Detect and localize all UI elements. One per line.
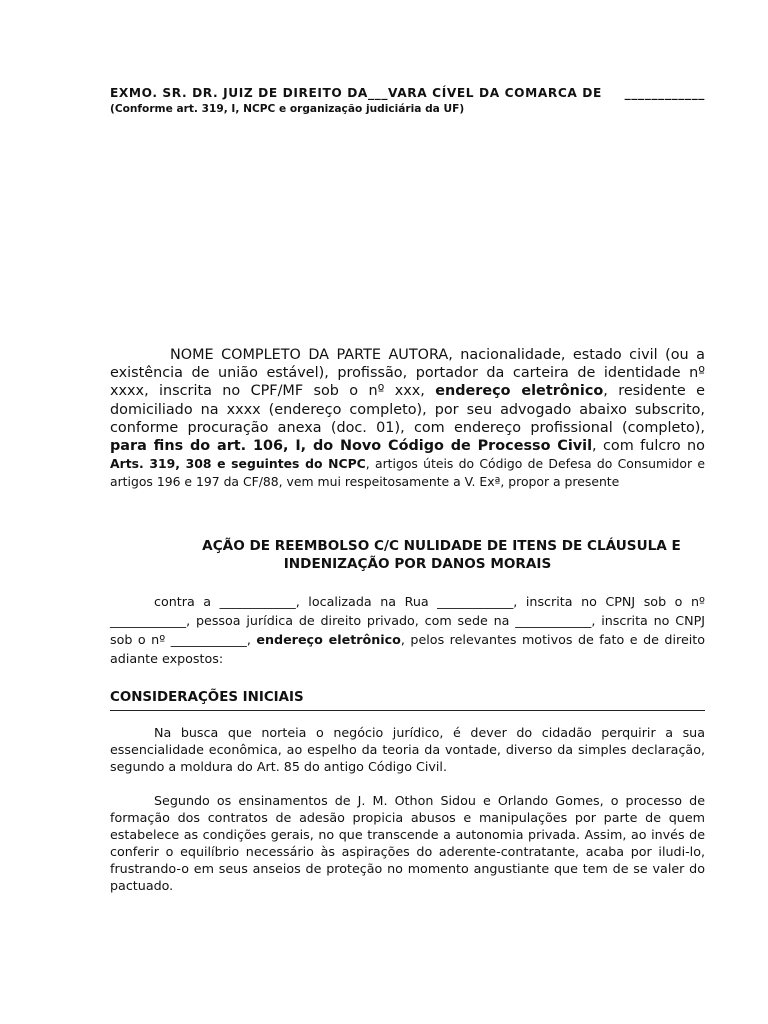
defendant-paragraph — [110, 592, 705, 668]
legal-reference-note: (Conforme art. 319, I, NCPC e organização judiciária da UF) — [110, 103, 465, 115]
court-address-line — [110, 86, 705, 100]
section-heading: CONSIDERAÇÕES INICIAIS — [110, 690, 705, 711]
body-paragraph-2-text: Segundo os ensinamentos de J. M. Othon Sidou e Orlando Gomes, o processo de formação dos contratos de adesão propicia abusos e manipulações por parte de quem estabelece as condições gerais, no que transcende a autonomia privada. Assim, ao invés de conferir o equilíbrio necessário às aspirações do aderente-contratante, acaba por iludi-lo, frustrando-o em seus anseios de proteção no momento angustiante que tem de se valer do pactuado. — [110, 793, 705, 893]
intro-bold-arts: Arts. 319, 308 e seguintes do NCPC — [110, 456, 366, 472]
contra-bold-email: endereço eletrônico — [256, 632, 401, 647]
intro-bold-article: para fins do art. 106, I, do Novo Código de Processo Civil — [110, 438, 593, 455]
document-header — [110, 86, 705, 115]
body-paragraph-1 — [110, 724, 705, 775]
action-title-line2: INDENIZAÇÃO POR DANOS MORAIS — [283, 556, 552, 572]
intro-bold-email: endereço eletrônico — [435, 383, 604, 400]
action-title — [110, 537, 705, 573]
body-paragraph-2 — [110, 792, 705, 894]
body-paragraph-1-text: Na busca que norteia o negócio jurídico, é dever do cidadão perquirir a sua essencialidade econômica, ao espelho da teoria da vontade, diverso da simples declaração, segundo a moldura do Art. 85 do antigo Código Civil. — [110, 725, 705, 774]
contra-text-2: , pelos relevantes motivos de fato e de direito adiante expostos: — [110, 632, 706, 666]
intro-text-3: , com fulcro no — [592, 438, 705, 455]
intro-text-2: , residente e domiciliado na xxxx (endereço completo), por seu advogado abaixo subscrito, conforme procuração anexa (doc. 01), com endereço profissional (completo), — [110, 383, 705, 436]
intro-text-4: , artigos úteis do Código de Defesa do Consumidor e artigos 196 e 197 da CF/88, vem mui respeitosamente a V. Exª, propor a presente — [110, 456, 705, 490]
county-blank: ____________ — [624, 86, 705, 100]
action-title-line1: AÇÃO DE REEMBOLSO C/C NULIDADE DE ITENS DE CLÁUSULA E — [202, 538, 681, 554]
intro-text-1: NOME COMPLETO DA PARTE AUTORA, nacionalidade, estado civil (ou a existência de união estável), profissão, portador da carteira de identidade nº xxxx, inscrita no CPF/MF sob o nº xxx, — [110, 347, 705, 400]
intro-paragraph — [110, 346, 705, 492]
contra-text-1: contra a ____________, localizada na Rua ____________, inscrita no CPNJ sob o nº ____________, pessoa jurídica de direito privado, com sede na ____________, inscrita no CNPJ sob o nº ____________, — [110, 594, 705, 647]
court-address-text: EXMO. SR. DR. JUIZ DE DIREITO DA___VARA CÍVEL DA COMARCA DE — [110, 86, 602, 100]
